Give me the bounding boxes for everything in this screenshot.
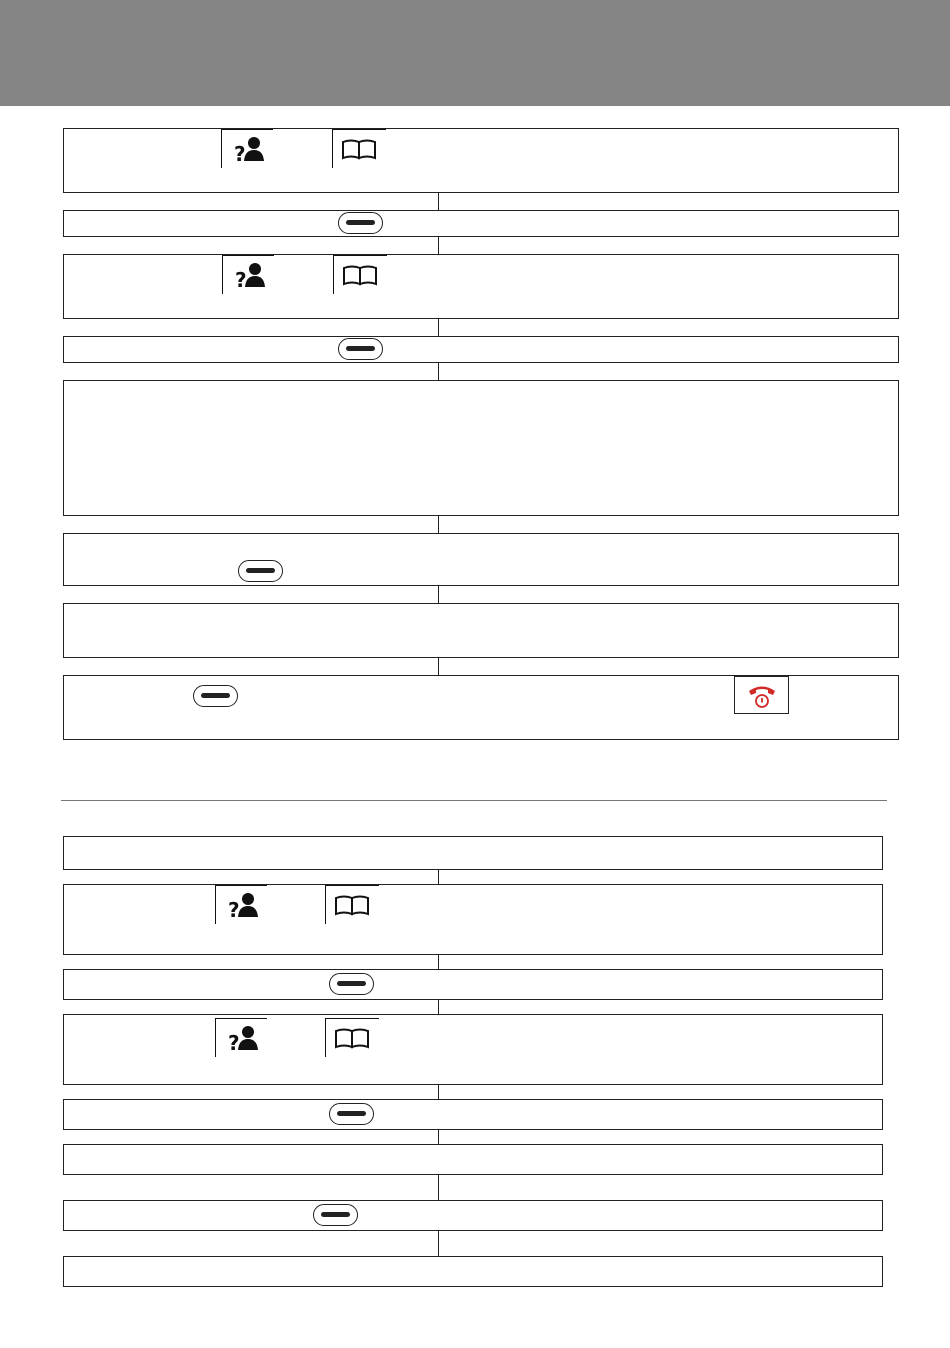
step-box-4 <box>63 336 899 363</box>
step-box-8 <box>63 675 899 740</box>
soft-key-icon <box>313 1204 358 1226</box>
step-box-14 <box>63 1144 883 1175</box>
step-box-9 <box>63 836 883 870</box>
flow-connector <box>438 1175 439 1200</box>
flow-connector <box>438 1231 439 1256</box>
contact-question-icon <box>222 255 274 294</box>
flow-connector <box>438 237 439 254</box>
svg-text:?: ? <box>228 1031 240 1055</box>
flow-connector <box>438 658 439 675</box>
flow-connector <box>438 870 439 884</box>
soft-key-icon <box>193 685 238 707</box>
step-box-2 <box>63 210 899 237</box>
end-call-icon <box>734 676 789 714</box>
contact-question-icon <box>215 1018 267 1057</box>
flow-connector <box>438 1000 439 1014</box>
svg-text:?: ? <box>234 142 246 166</box>
phonebook-icon <box>333 255 387 294</box>
flow-connector <box>438 1130 439 1144</box>
step-box-15 <box>63 1200 883 1231</box>
soft-key-icon <box>338 338 383 360</box>
soft-key-icon <box>338 212 383 234</box>
svg-text:?: ? <box>228 898 240 922</box>
soft-key-icon <box>238 560 283 582</box>
flow-connector <box>438 516 439 533</box>
flow-connector <box>438 955 439 969</box>
step-box-12 <box>63 1014 883 1085</box>
step-box-16 <box>63 1256 883 1287</box>
contact-question-icon <box>221 129 273 168</box>
flow-connector <box>438 1085 439 1099</box>
step-box-10 <box>63 884 883 955</box>
section-separator <box>61 800 887 801</box>
contact-question-icon <box>215 885 267 924</box>
soft-key-icon <box>329 1103 374 1125</box>
flow-connector <box>438 363 439 380</box>
flow-connector <box>438 586 439 603</box>
phonebook-icon <box>325 885 379 924</box>
step-box-11 <box>63 969 883 1000</box>
step-box-5 <box>63 380 899 516</box>
header-band <box>0 0 950 106</box>
svg-text:?: ? <box>235 268 247 292</box>
step-box-13 <box>63 1099 883 1130</box>
step-box-6 <box>63 533 899 586</box>
step-box-7 <box>63 603 899 658</box>
step-box-1 <box>63 128 899 193</box>
flow-connector <box>438 319 439 336</box>
phonebook-icon <box>325 1018 379 1057</box>
flow-connector <box>438 193 439 210</box>
soft-key-icon <box>329 973 374 995</box>
phonebook-icon <box>332 129 386 168</box>
step-box-3 <box>63 254 899 319</box>
